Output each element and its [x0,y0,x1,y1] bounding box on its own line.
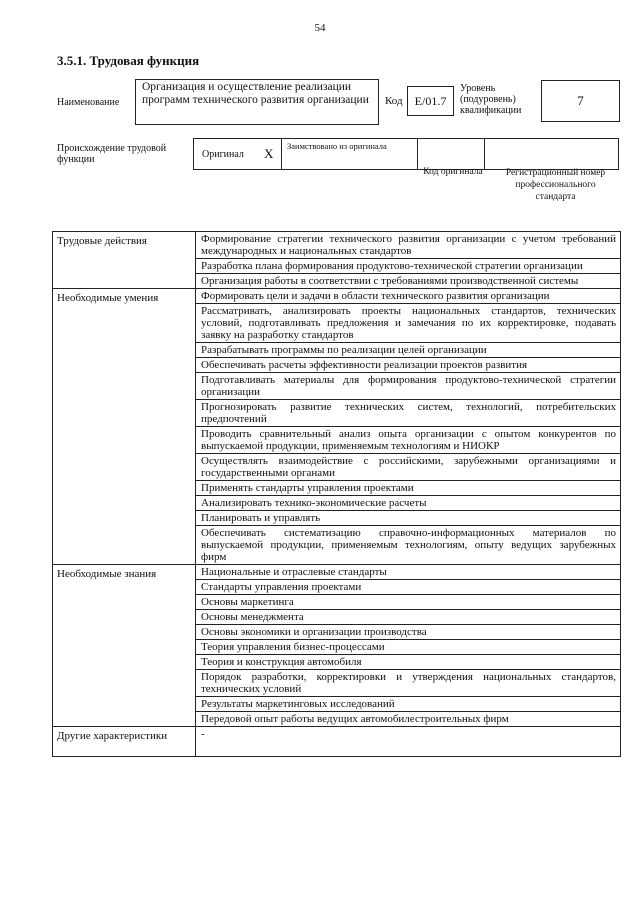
reg-number-caption: Регистрационный номер профессионального стандарта [505,168,606,202]
section-item: Анализировать технико-экономические расчеты [196,496,620,511]
original-code-caption: Код оригинала [423,167,483,177]
section-item: Формировать цели и задачи в области технического развития организации [196,289,620,304]
section-item: Применять стандарты управления проектами [196,481,620,496]
section-item: Разрабатывать программы по реализации целей организации [196,343,620,358]
section-title: Трудовые действия [53,232,196,289]
level-label: Уровень (подуровень) квалификации [460,83,522,116]
section-items [196,232,621,289]
section-row [53,232,621,289]
section-item: Основы экономики и организации производства [196,625,620,640]
section-item: Планировать и управлять [196,511,620,526]
section-items [196,727,621,757]
section-title: Необходимые умения [53,289,196,565]
section-item: Проводить сравнительный анализ опыта организации с опытом конкурентов по выпускаемой продукции, применяемым технологиям и НИОКР [196,427,620,454]
original-label: Оригинал [202,149,244,160]
section-item: Теория управления бизнес-процессами [196,640,620,655]
section-item: - [201,728,205,740]
reg-number-cell [485,139,620,169]
section-item: Порядок разработки, корректировки и утверждения национальных стандартов, технических условий [196,670,620,697]
code-value-box: E/01.7 [407,86,454,116]
original-code-cell [418,139,485,169]
section-row [53,727,621,757]
section-items [196,565,621,727]
section-item: Основы маркетинга [196,595,620,610]
original-cell [194,139,282,169]
section-items [196,289,621,565]
original-mark: X [264,146,274,161]
origin-label: Происхождение трудовой функции [57,143,167,165]
section-row [53,289,621,565]
section-item: Формирование стратегии технического развития организации с учетом требований международных и национальных стандартов [196,232,620,259]
section-item: Организация работы в соответствии с требованиями производственной системы [201,275,579,287]
name-label: Наименование [57,97,120,108]
section-item: Основы менеджмента [196,610,620,625]
section-item: Передовой опыт работы ведущих автомобилестроительных фирм [201,713,509,725]
code-label: Код [385,95,403,107]
section-item: Результаты маркетинговых исследований [196,697,620,712]
section-item: Осуществлять взаимодействие с российскими, зарубежными организациями и государственными органами [196,454,620,481]
function-name-box: Организация и осуществление реализации программ технического развития организации [135,79,379,125]
section-item: Прогнозировать развитие технических систем, технологий, потребительских предпочтений [196,400,620,427]
section-item: Подготавливать материалы для формирования продуктово-технической стратегии организации [196,373,620,400]
page-number: 54 [314,22,326,34]
section-row [53,565,621,727]
section-item: Обеспечивать систематизацию справочно-информационных материалов по выпускаемой продукции, применяемым технологиям, опыту ведущих зарубежных фирм [201,527,616,563]
section-item: Стандарты управления проектами [196,580,620,595]
borrowed-cell: Заимствовано из оригинала [282,139,418,169]
section-item: Разработка плана формирования продуктово-технической стратегии организации [196,259,620,274]
section-item: Рассматривать, анализировать проекты национальных стандартов, технических условий, подготавливать предложения и замечания по их корректировке, подавать заявку на разработку стандартов [196,304,620,343]
function-details-table [52,231,621,757]
section-title: 3.5.1. Трудовая функция [57,53,200,68]
origin-row [193,138,619,170]
section-title: Необходимые знания [53,565,196,727]
section-item: Обеспечивать расчеты эффективности реализации проектов развития [196,358,620,373]
section-item: Национальные и отраслевые стандарты [196,565,620,580]
level-value-box: 7 [541,80,620,122]
section-title: Другие характеристики [53,727,196,757]
section-item: Теория и конструкция автомобиля [196,655,620,670]
